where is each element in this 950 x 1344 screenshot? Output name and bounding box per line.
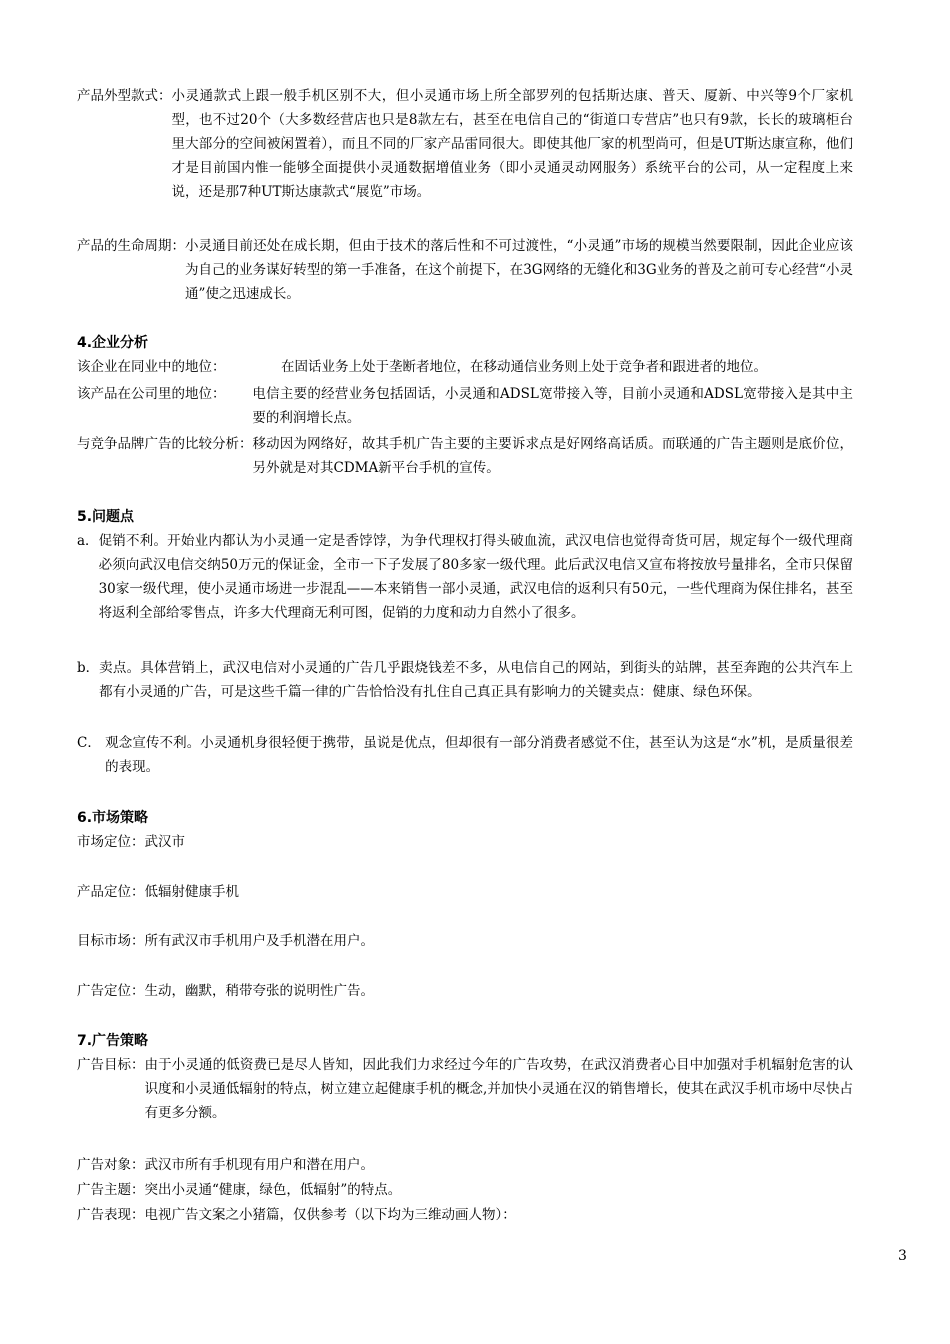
problem-item-c <box>77 731 853 779</box>
problem-mark-c: C． <box>77 735 101 751</box>
ad-position-line: 广告定位：生动，幽默，稍带夸张的说明性广告。 <box>77 983 374 999</box>
life-cycle-text: 小灵通目前还处在成长期，但由于技术的落后性和不可过渡性，“小灵通”市场的规模当然要限制，因此企业应该为自己的业务谋好转型的第一手准备，在这个前提下，在3G网络的无缝化和3G业务的普及之前可专心经营“小灵通”使之迅速成长。 <box>185 238 853 302</box>
industry-position-row <box>77 355 853 379</box>
company-position-label: 该产品在公司里的地位： <box>77 386 226 402</box>
market-position-line: 市场定位：武汉市 <box>77 834 185 850</box>
competitor-compare-row <box>77 432 853 480</box>
ad-expression-line: 广告表现：电视广告文案之小猪篇，仅供参考（以下均为三维动画人物）： <box>77 1207 516 1223</box>
competitor-compare-label: 与竞争品牌广告的比较分析： <box>77 436 253 452</box>
section5-heading: 5.问题点 <box>77 509 135 525</box>
competitor-compare-text: 移动因为网络好，故其手机广告主要的主要诉求点是好网络高话质。而联通的广告主题则是底价位，另外就是对其CDMA新平台手机的宣传。 <box>252 436 853 476</box>
problem-item-b <box>77 656 853 704</box>
industry-position-text: 在固话业务上处于垄断者地位，在移动通信业务则上处于竞争者和跟进者的地位。 <box>281 359 767 375</box>
problem-mark-b: b． <box>77 660 100 676</box>
ad-goal-label: 广告目标： <box>77 1057 145 1073</box>
problem-text-c: 观念宣传不利。小灵通机身很轻便于携带，虽说是优点，但却很有一部分消费者感觉不住，甚至认为这是“水”机，是质量很差的表现。 <box>105 735 853 775</box>
industry-position-label: 该企业在同业中的地位： <box>77 359 226 375</box>
section4-heading: 4.企业分析 <box>77 335 149 351</box>
ad-goal-text: 由于小灵通的低资费已是尽人皆知，因此我们力求经过今年的广告攻势，在武汉消费者心目中加强对手机辐射危害的认识度和小灵通低辐射的特点，树立建立起健康手机的概念,并加快小灵通在汉的销售增长，使其在武汉手机市场中尽快占有更多分额。 <box>144 1057 853 1121</box>
product-position-line: 产品定位：低辐射健康手机 <box>77 884 239 900</box>
product-style-paragraph <box>77 84 853 204</box>
page-number: 3 <box>898 1248 907 1264</box>
product-style-text: 小灵通款式上跟一般手机区别不大，但小灵通市场上所全部罗列的包括斯达康、普天、厦新、中兴等9个厂家机型，也不过20个（大多数经营店也只是8款左右，甚至在电信自己的“街道口专营店”也只有9款，长长的玻璃柜台里大部分的空间被闲置着），而且不同的厂家产品雷同很大。即使其他厂家的机型尚可，但是UT斯达康宣称，他们才是目前国内惟一能够全面提供小灵通数据增值业务（即小灵通灵动网服务）系统平台的公司，从一定程度上来说，还是那7种UT斯达康款式“展览”市场。 <box>171 88 853 200</box>
ad-goal-paragraph <box>77 1053 853 1125</box>
company-position-text: 电信主要的经营业务包括固话，小灵通和ADSL宽带接入等，目前小灵通和ADSL宽带接入是其中主要的利润增长点。 <box>252 386 853 426</box>
section6-heading: 6.市场策略 <box>77 810 149 826</box>
product-style-label: 产品外型款式： <box>77 88 172 104</box>
problem-mark-a: a． <box>77 533 99 549</box>
target-market-line: 目标市场：所有武汉市手机用户及手机潜在用户。 <box>77 933 374 949</box>
problem-text-b: 卖点。具体营销上，武汉电信对小灵通的广告几乎跟烧钱差不多，从电信自己的网站，到街头的站牌，甚至奔跑的公共汽车上都有小灵通的广告，可是这些千篇一律的广告恰恰没有扎住自己真正具有影响力的关键卖点：健康、绿色环保。 <box>99 660 853 700</box>
life-cycle-paragraph <box>77 234 853 306</box>
ad-theme-line: 广告主题：突出小灵通“健康，绿色，低辐射”的特点。 <box>77 1182 402 1198</box>
life-cycle-label: 产品的生命周期： <box>77 238 185 254</box>
problem-text-a: 促销不利。开始业内都认为小灵通一定是香饽饽，为争代理权打得头破血流，武汉电信也觉得奇货可居，规定每个一级代理商必须向武汉电信交纳50万元的保证金，全市一下子发展了80多家一级代理。此后武汉电信又宣布将按放号量排名，全市只保留30家一级代理，使小灵通市场进一步混乱——本来销售一部小灵通，武汉电信的返利只有50元，一些代理商为保住排名，甚至将返利全部给零售点，许多大代理商无利可图，促销的力度和动力自然小了很多。 <box>98 533 853 621</box>
problem-item-a <box>77 529 853 625</box>
section7-heading: 7.广告策略 <box>77 1033 149 1049</box>
company-position-row <box>77 382 853 430</box>
ad-target-line: 广告对象：武汉市所有手机现有用户和潜在用户。 <box>77 1157 374 1173</box>
